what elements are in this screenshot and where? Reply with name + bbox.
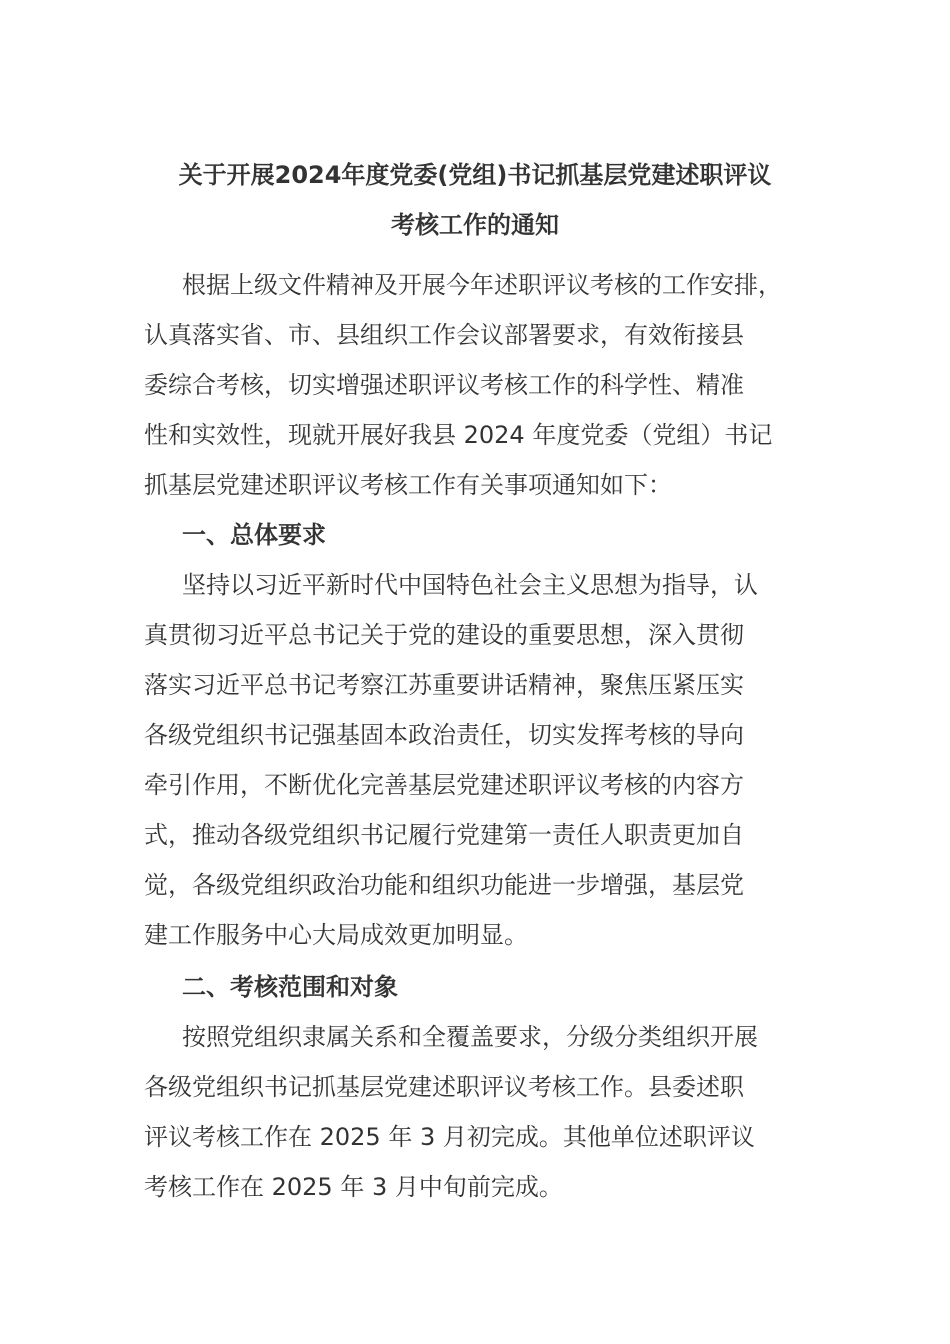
section-1-paragraph-line: 坚持以习近平新时代中国特色社会主义思想为指导，认 — [182, 571, 758, 599]
intro-paragraph-line: 委综合考核，切实增强述职评议考核工作的科学性、精准 — [144, 371, 744, 399]
document-title-line-1: 关于开展2024年度党委(党组)书记抓基层党建述职评议 — [178, 161, 772, 189]
intro-paragraph-line: 抓基层党建述职评议考核工作有关事项通知如下： — [144, 471, 672, 499]
section-2-paragraph-line: 考核工作在 2025 年 3 月中旬前完成。 — [144, 1173, 563, 1201]
section-2-heading: 二、考核范围和对象 — [182, 973, 398, 1001]
section-2-paragraph-line: 按照党组织隶属关系和全覆盖要求，分级分类组织开展 — [182, 1023, 758, 1051]
section-1-paragraph-line: 牵引作用，不断优化完善基层党建述职评议考核的内容方 — [144, 771, 744, 799]
section-1-heading: 一、总体要求 — [182, 521, 326, 549]
document-title-line-2: 考核工作的通知 — [391, 211, 559, 239]
section-2-paragraph-line: 评议考核工作在 2025 年 3 月初完成。其他单位述职评议 — [144, 1123, 755, 1151]
section-1-paragraph-line: 式，推动各级党组织书记履行党建第一责任人职责更加自 — [144, 821, 744, 849]
intro-paragraph-line: 认真落实省、市、县组织工作会议部署要求，有效衔接县 — [144, 321, 744, 349]
section-1-paragraph-line: 建工作服务中心大局成效更加明显。 — [144, 921, 528, 949]
section-1-paragraph-line: 各级党组织书记强基固本政治责任，切实发挥考核的导向 — [144, 721, 744, 749]
intro-paragraph-line: 性和实效性，现就开展好我县 2024 年度党委（党组）书记 — [144, 421, 773, 449]
section-1-paragraph-line: 真贯彻习近平总书记关于党的建设的重要思想，深入贯彻 — [144, 621, 744, 649]
intro-paragraph-line: 根据上级文件精神及开展今年述职评议考核的工作安排， — [182, 271, 782, 299]
section-1-paragraph-line: 落实习近平总书记考察江苏重要讲话精神，聚焦压紧压实 — [144, 671, 744, 699]
section-1-paragraph-line: 觉，各级党组织政治功能和组织功能进一步增强，基层党 — [144, 871, 744, 899]
section-2-paragraph-line: 各级党组织书记抓基层党建述职评议考核工作。县委述职 — [144, 1073, 744, 1101]
